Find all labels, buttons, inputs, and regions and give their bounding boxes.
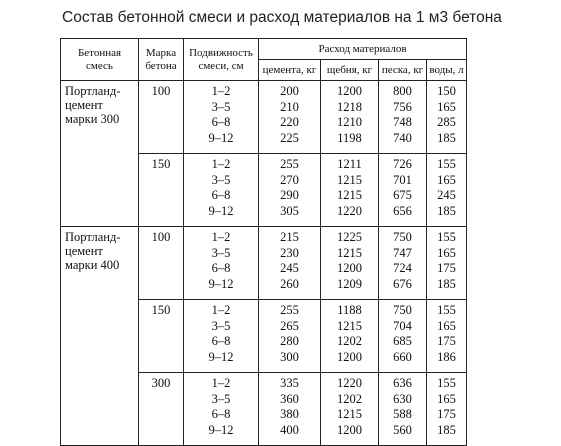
- sand-value: 724: [393, 261, 412, 275]
- table-body: [61, 81, 467, 446]
- mix-cell: [61, 81, 139, 227]
- mobility-value: 6–8: [211, 261, 231, 275]
- mobility-value: 6–8: [211, 115, 231, 129]
- stone-value: 1215: [337, 407, 362, 421]
- mobility-value: 6–8: [211, 407, 231, 421]
- cement-value: 305: [280, 203, 299, 218]
- mobility-value: 9–12: [208, 130, 234, 145]
- cement-values: [259, 373, 320, 438]
- mobility-value: 1–2: [211, 230, 231, 244]
- water-value: 185: [437, 203, 456, 218]
- sand-value: 726: [393, 157, 412, 171]
- cement-value: 230: [280, 245, 299, 260]
- sand-value: 588: [393, 407, 412, 421]
- sand-cell: [379, 154, 427, 227]
- stone-value: 1211: [337, 157, 362, 171]
- header-mobility-line-1: Подвижность: [189, 46, 253, 59]
- water-value: 285: [437, 115, 456, 129]
- sand-cell: [379, 373, 427, 446]
- water-value: 175: [437, 334, 456, 348]
- water-value: 165: [437, 245, 456, 260]
- stone-value: 1188: [337, 303, 362, 317]
- stone-values: [321, 300, 378, 365]
- page-title: Состав бетонной смеси и расход материалов на 1 м3 бетона: [62, 9, 502, 26]
- sand-value: 660: [393, 349, 412, 364]
- mobility-value: 9–12: [208, 203, 234, 218]
- header-mark-line-2: бетона: [145, 59, 177, 72]
- sand-values: [379, 373, 426, 438]
- mobility-values: [184, 154, 258, 219]
- stone-value: 1215: [337, 318, 362, 333]
- stone-value: 1215: [337, 172, 362, 187]
- water-cell: [427, 227, 467, 300]
- mobility-value: 3–5: [211, 172, 231, 187]
- cement-value: 255: [280, 303, 299, 317]
- cement-cell: [259, 227, 321, 300]
- cement-value: 400: [280, 422, 299, 437]
- water-value: 155: [437, 376, 456, 390]
- water-value: 150: [437, 84, 456, 98]
- mobility-cell: [184, 227, 259, 300]
- concrete-mix-table: [60, 38, 467, 446]
- sand-cell: [379, 227, 427, 300]
- stone-cell: [321, 227, 379, 300]
- stone-value: 1209: [337, 276, 362, 291]
- water-value: 165: [437, 391, 456, 406]
- header-mobility-line-2: смеси, см: [198, 59, 244, 72]
- sand-value: 740: [393, 130, 412, 145]
- mark-cell: 300: [139, 373, 184, 446]
- cement-cell: [259, 154, 321, 227]
- mobility-values: [184, 300, 258, 365]
- stone-cell: [321, 373, 379, 446]
- stone-value: 1200: [337, 349, 362, 364]
- cement-value: 245: [280, 261, 299, 275]
- stone-value: 1202: [337, 334, 362, 348]
- sand-value: 756: [393, 99, 412, 114]
- cement-value: 265: [280, 318, 299, 333]
- stone-value: 1202: [337, 391, 362, 406]
- mobility-values: [184, 81, 258, 146]
- mobility-cell: [184, 300, 259, 373]
- mark-cell: 150: [139, 154, 184, 227]
- stone-value: 1218: [337, 99, 362, 114]
- mobility-cell: [184, 81, 259, 154]
- stone-value: 1215: [337, 245, 362, 260]
- sand-value: 701: [393, 172, 412, 187]
- mobility-value: 9–12: [208, 422, 234, 437]
- mix-line: марки 300: [65, 112, 120, 126]
- cement-values: [259, 154, 320, 219]
- cement-values: [259, 300, 320, 365]
- stone-value: 1200: [337, 422, 362, 437]
- sand-value: 748: [393, 115, 412, 129]
- mobility-values: [184, 227, 258, 292]
- header-water: воды, л: [427, 60, 467, 81]
- water-values: [427, 81, 466, 146]
- sand-value: 750: [393, 303, 412, 317]
- mobility-value: 3–5: [211, 318, 231, 333]
- cement-value: 260: [280, 276, 299, 291]
- cement-value: 200: [280, 84, 299, 98]
- cement-value: 255: [280, 157, 299, 171]
- cement-cell: [259, 373, 321, 446]
- header-consumption: Расход материалов: [259, 39, 467, 60]
- water-value: 186: [437, 349, 456, 364]
- mix-cell: [61, 227, 139, 446]
- table-row: [61, 227, 467, 300]
- sand-value: 800: [393, 84, 412, 98]
- water-values: [427, 154, 466, 219]
- header-mobility: [184, 39, 259, 81]
- stone-value: 1200: [337, 261, 362, 275]
- cement-cell: [259, 81, 321, 154]
- mobility-value: 1–2: [211, 157, 231, 171]
- water-value: 245: [437, 188, 456, 202]
- header-mix-line-2: смесь: [86, 59, 113, 72]
- water-cell: [427, 300, 467, 373]
- water-value: 165: [437, 172, 456, 187]
- stone-value: 1215: [337, 188, 362, 202]
- mobility-value: 1–2: [211, 376, 231, 390]
- stone-value: 1200: [337, 84, 362, 98]
- mobility-cell: [184, 154, 259, 227]
- stone-value: 1210: [337, 115, 362, 129]
- header-mix-line-1: Бетонная: [77, 46, 122, 59]
- header-mark-line-1: Марка: [145, 46, 177, 59]
- header-cement: цемента, кг: [259, 60, 321, 81]
- cement-values: [259, 81, 320, 146]
- sand-values: [379, 81, 426, 146]
- sand-cell: [379, 81, 427, 154]
- water-value: 155: [437, 157, 456, 171]
- header-stone: щебня, кг: [321, 60, 379, 81]
- water-cell: [427, 81, 467, 154]
- mobility-value: 1–2: [211, 303, 231, 317]
- sand-values: [379, 227, 426, 292]
- stone-values: [321, 81, 378, 146]
- sand-value: 704: [393, 318, 412, 333]
- stone-cell: [321, 81, 379, 154]
- mark-cell: 150: [139, 300, 184, 373]
- sand-value: 630: [393, 391, 412, 406]
- cement-value: 210: [280, 99, 299, 114]
- sand-value: 685: [393, 334, 412, 348]
- cement-value: 280: [280, 334, 299, 348]
- water-value: 155: [437, 230, 456, 244]
- cement-value: 215: [280, 230, 299, 244]
- header-mix: [61, 39, 139, 81]
- cement-value: 300: [280, 349, 299, 364]
- sand-value: 747: [393, 245, 412, 260]
- header-sand: песка, кг: [379, 60, 427, 81]
- water-cell: [427, 154, 467, 227]
- cement-value: 380: [280, 407, 299, 421]
- water-values: [427, 227, 466, 292]
- mobility-values: [184, 373, 258, 438]
- mix-line: цемент: [65, 98, 103, 112]
- table-row: [61, 81, 467, 154]
- water-value: 185: [437, 130, 456, 145]
- stone-values: [321, 373, 378, 438]
- sand-cell: [379, 300, 427, 373]
- water-value: 175: [437, 407, 456, 421]
- sand-value: 656: [393, 203, 412, 218]
- mark-cell: 100: [139, 81, 184, 154]
- cement-value: 335: [280, 376, 299, 390]
- stone-values: [321, 227, 378, 292]
- water-values: [427, 300, 466, 365]
- water-value: 165: [437, 99, 456, 114]
- cement-value: 270: [280, 172, 299, 187]
- stone-value: 1198: [337, 130, 362, 145]
- mobility-value: 6–8: [211, 334, 231, 348]
- cement-value: 225: [280, 130, 299, 145]
- sand-value: 675: [393, 188, 412, 202]
- cement-value: 360: [280, 391, 299, 406]
- sand-values: [379, 154, 426, 219]
- mobility-value: 6–8: [211, 188, 231, 202]
- cement-value: 220: [280, 115, 299, 129]
- water-value: 155: [437, 303, 456, 317]
- mix-line: марки 400: [65, 258, 120, 272]
- sand-value: 560: [393, 422, 412, 437]
- sand-value: 750: [393, 230, 412, 244]
- mix-line: Портланд-: [65, 84, 121, 98]
- sand-value: 636: [393, 376, 412, 390]
- water-value: 185: [437, 276, 456, 291]
- mobility-value: 9–12: [208, 349, 234, 364]
- water-value: 165: [437, 318, 456, 333]
- mobility-value: 3–5: [211, 99, 231, 114]
- mix-line: Портланд-: [65, 230, 121, 244]
- cement-value: 290: [280, 188, 299, 202]
- stone-values: [321, 154, 378, 219]
- mobility-value: 1–2: [211, 84, 231, 98]
- water-cell: [427, 373, 467, 446]
- mark-cell: 100: [139, 227, 184, 300]
- header-mark: [139, 39, 184, 81]
- mobility-value: 3–5: [211, 391, 231, 406]
- mobility-value: 9–12: [208, 276, 234, 291]
- stone-cell: [321, 300, 379, 373]
- stone-cell: [321, 154, 379, 227]
- water-value: 175: [437, 261, 456, 275]
- mobility-cell: [184, 373, 259, 446]
- stone-value: 1220: [337, 376, 362, 390]
- sand-values: [379, 300, 426, 365]
- stone-value: 1225: [337, 230, 362, 244]
- water-values: [427, 373, 466, 438]
- stone-value: 1220: [337, 203, 362, 218]
- cement-cell: [259, 300, 321, 373]
- mix-line: цемент: [65, 244, 103, 258]
- sand-value: 676: [393, 276, 412, 291]
- water-value: 185: [437, 422, 456, 437]
- cement-values: [259, 227, 320, 292]
- mobility-value: 3–5: [211, 245, 231, 260]
